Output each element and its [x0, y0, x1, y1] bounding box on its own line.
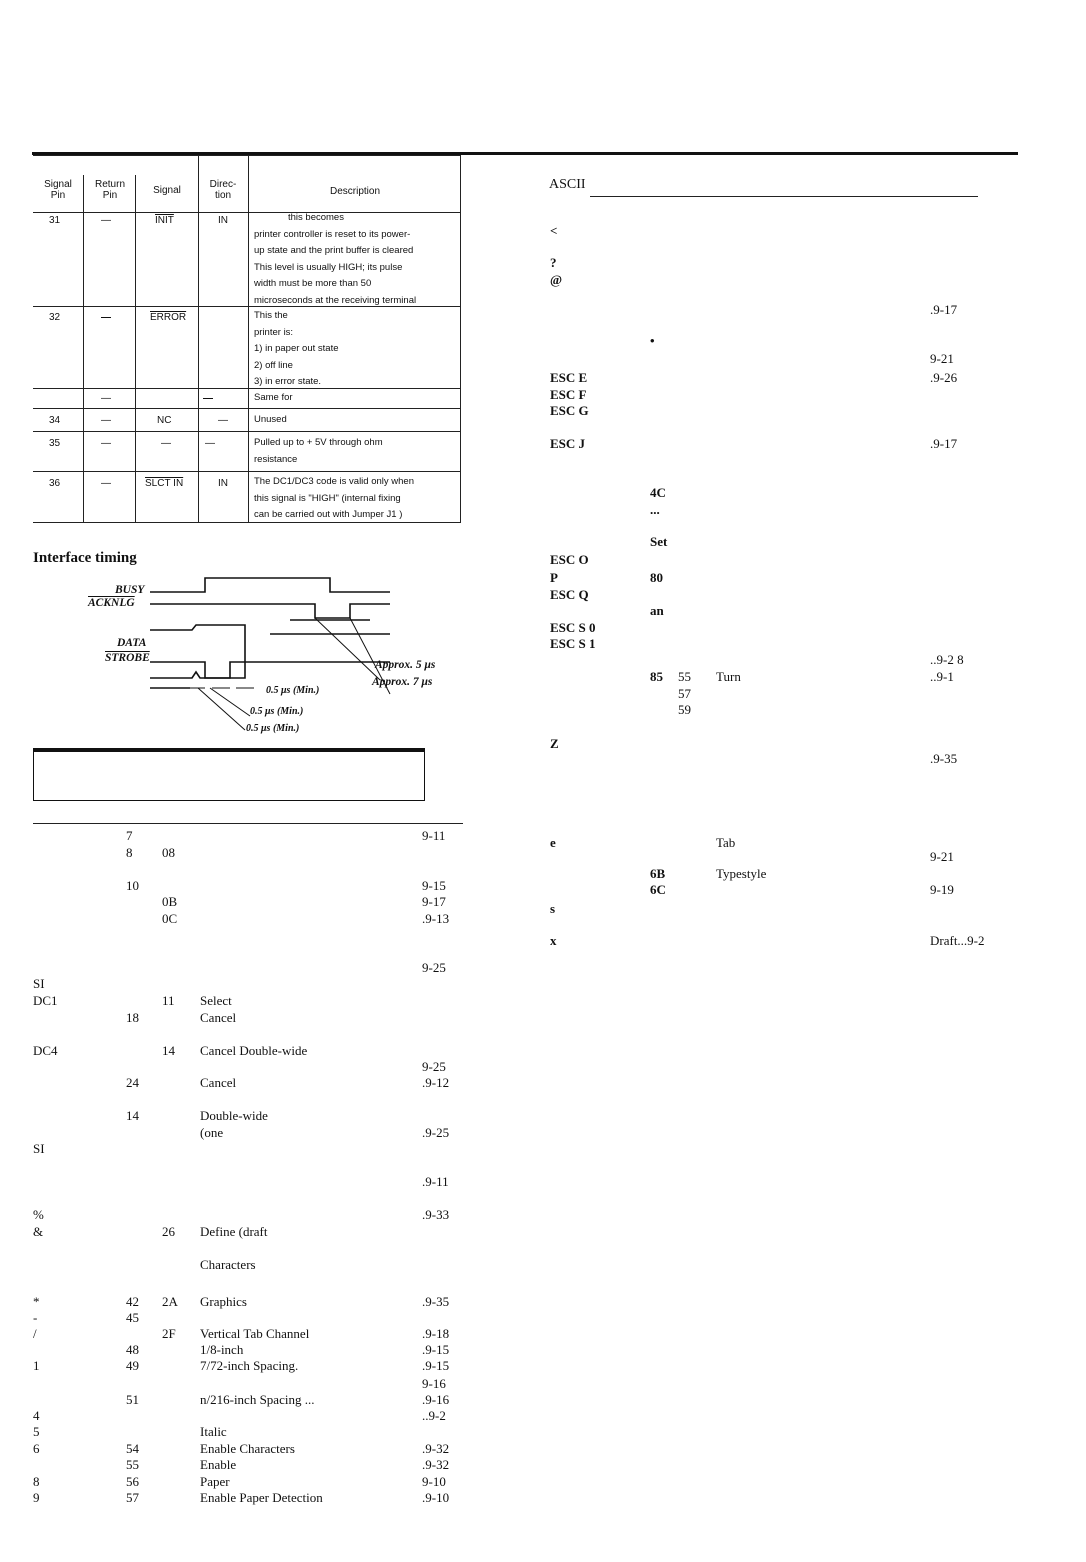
index-c2: 24	[126, 1075, 139, 1090]
index-c2: 55	[126, 1457, 139, 1472]
index-c1: 8	[33, 1474, 40, 1489]
min3-leader	[198, 688, 245, 730]
index-c2: 10	[126, 878, 139, 893]
index-page: .9-11	[422, 1174, 449, 1189]
desc-line: up state and the print buffer is cleared	[254, 245, 414, 256]
index-c2: 56	[126, 1474, 139, 1489]
row-return-pin: —	[101, 478, 111, 489]
index-c4: Cancel Double-wide	[200, 1043, 308, 1058]
row-signal-pin: 34	[49, 415, 61, 426]
row-return-pin: —	[101, 415, 111, 426]
index-page: .9-35	[930, 751, 958, 766]
acknlg-waveform	[150, 604, 390, 618]
interface-timing-title: Interface timing	[33, 550, 137, 566]
index-c1: *	[33, 1294, 40, 1309]
row-signal: ERROR	[150, 312, 187, 323]
index-page: 9-19	[930, 882, 954, 897]
desc-line: this becomes	[288, 212, 344, 223]
left-index-rule	[33, 823, 463, 824]
index-c4: Tab	[716, 835, 736, 850]
index-c1: /	[33, 1326, 37, 1341]
index-page: ..9-1	[930, 669, 954, 684]
desc-line: 3) in error state.	[254, 376, 322, 387]
index-c1: SI	[33, 976, 45, 991]
desc-line: This level is usually HIGH; its pulse	[254, 261, 403, 273]
index-c2: 80	[650, 570, 663, 585]
ascii-rule	[590, 196, 978, 197]
index-c4: n/216-inch Spacing ...	[200, 1392, 315, 1407]
index-c3: 0C	[162, 911, 178, 926]
index-c3: 14	[162, 1043, 175, 1058]
index-c2: 4C	[650, 485, 666, 500]
index-page: .9-26	[930, 370, 958, 385]
index-page: .9-18	[422, 1326, 450, 1341]
index-page: .9-35	[422, 1294, 450, 1309]
index-c1: ESC Q	[550, 587, 589, 602]
row-signal-pin: 35	[49, 438, 61, 449]
index-c1: 4	[33, 1408, 40, 1423]
desc-line: Same for	[254, 392, 293, 403]
index-c2: 18	[126, 1010, 139, 1025]
index-c2: ...	[650, 502, 660, 517]
index-c1: P	[550, 570, 558, 585]
index-c1: 6	[33, 1441, 40, 1456]
index-c1: 9	[33, 1490, 40, 1505]
acknlg-label: ACKNLG	[88, 597, 135, 609]
index-page: 9-11	[422, 828, 446, 843]
busy-label: BUSY	[115, 584, 145, 596]
desc-line: This the	[254, 310, 288, 321]
row-description	[254, 435, 383, 468]
index-page: 9-15	[422, 878, 446, 893]
row-direction: —	[218, 415, 228, 426]
row-direction: —	[205, 438, 215, 449]
table-line	[33, 431, 461, 432]
row-description	[254, 390, 293, 407]
desc-line: printer controller is reset to its power-	[254, 228, 411, 240]
pin-table	[33, 155, 461, 523]
index-c1: %	[33, 1207, 44, 1222]
row-direction: —	[203, 393, 213, 404]
index-c3: 11	[162, 993, 175, 1008]
index-c4: Vertical Tab Channel	[200, 1326, 310, 1341]
table-line	[248, 155, 249, 522]
desc-line: 2) off line	[254, 359, 293, 371]
index-c1: DC4	[33, 1043, 58, 1058]
index-c2: an	[650, 603, 664, 618]
index-c2: 49	[126, 1358, 139, 1373]
row-description	[254, 210, 416, 309]
index-c1: s	[550, 901, 556, 916]
table-line	[33, 155, 461, 156]
index-page: 9-25	[422, 960, 446, 975]
index-c1: x	[550, 933, 557, 948]
index-page: .9-16	[422, 1392, 450, 1407]
desc-line: can be carried out with Jumper J1 )	[254, 509, 403, 520]
index-page: .9-12	[422, 1075, 450, 1090]
index-c2: •	[650, 333, 655, 348]
approx5-label: Approx. 5 μs	[375, 659, 436, 671]
index-c1: ?	[550, 255, 557, 270]
row-description	[254, 412, 287, 429]
index-page: .9-13	[422, 911, 450, 926]
index-c2: Set	[650, 534, 668, 549]
index-c1: ESC J	[550, 436, 586, 451]
index-c1: <	[550, 223, 558, 238]
index-c1: ESC F	[550, 387, 587, 402]
row-signal: INIT	[155, 215, 174, 226]
index-page: 9-21	[930, 849, 954, 864]
index-c2: 48	[126, 1342, 139, 1357]
index-c1: SI	[33, 1141, 45, 1156]
index-c3: 55	[678, 669, 691, 684]
index-page: 9-25	[422, 1059, 446, 1074]
index-page: ..9-2	[422, 1408, 446, 1423]
row-description	[254, 308, 339, 391]
min3-label: 0.5 μs (Min.)	[246, 723, 300, 734]
index-c2: 54	[126, 1441, 139, 1456]
row-direction: IN	[218, 478, 228, 489]
table-line	[135, 175, 136, 522]
index-c4: Italic	[200, 1424, 227, 1439]
header-return-pin: Return Pin	[94, 179, 125, 201]
index-c1: 5	[33, 1424, 40, 1439]
index-c2: 51	[126, 1392, 139, 1407]
header-direction: Direc- tion	[209, 179, 237, 201]
index-c3: 2F	[162, 1326, 176, 1341]
row-signal: SLCT IN	[145, 478, 184, 489]
index-page: 9-21	[930, 351, 954, 366]
row-return-pin: —	[101, 393, 111, 404]
index-page: .9-10	[422, 1490, 450, 1505]
index-c1: ESC E	[550, 370, 588, 385]
index-page: .9-17	[930, 436, 958, 451]
index-c4: 1/8-inch	[200, 1342, 244, 1357]
index-c4: Define (draft	[200, 1224, 268, 1239]
min2-leader	[210, 688, 250, 716]
index-c4: Double-wide	[200, 1108, 268, 1123]
desc-line: printer is:	[254, 326, 294, 338]
row-signal-pin: 31	[49, 215, 61, 226]
index-page: .9-32	[422, 1457, 450, 1472]
busy-waveform	[150, 578, 390, 592]
data-label: DATA	[117, 637, 147, 649]
index-page: 9-17	[422, 894, 446, 909]
desc-line: 1) in paper out state	[254, 343, 339, 354]
index-c1: ESC G	[550, 403, 589, 418]
index-c4: Cancel	[200, 1010, 237, 1025]
header-signal: Signal	[153, 185, 181, 196]
index-c1: &	[33, 1224, 44, 1239]
approx5-leader	[315, 618, 380, 680]
index-page: .9-17	[930, 302, 958, 317]
ascii-heading: ASCII	[549, 177, 586, 192]
row-signal: NC	[157, 415, 172, 426]
index-c1: e	[550, 835, 556, 850]
index-c1: ESC S 1	[550, 636, 596, 651]
index-c2: 8	[126, 845, 133, 860]
index-c4: Graphics	[200, 1294, 247, 1309]
desc-line: microseconds at the receiving terminal	[254, 294, 417, 306]
table-line	[33, 408, 461, 409]
index-c2: 6C	[650, 882, 666, 897]
row-description	[254, 474, 414, 524]
index-c4: 7/72-inch Spacing.	[200, 1358, 299, 1373]
table-line	[33, 388, 461, 389]
index-c4: Enable	[200, 1457, 237, 1472]
header-signal-pin: Signal Pin	[44, 179, 72, 201]
index-c2: 14	[126, 1108, 139, 1123]
index-c4: Typestyle	[716, 866, 767, 881]
index-page: .9-33	[422, 1207, 450, 1222]
index-c2: 45	[126, 1310, 139, 1325]
row-return-pin: —	[101, 215, 111, 226]
index-c1: 1	[33, 1358, 40, 1373]
index-c4: Characters	[200, 1257, 256, 1272]
index-c3: 26	[162, 1224, 175, 1239]
index-c1: -	[33, 1310, 38, 1325]
index-c4: Paper	[200, 1474, 230, 1489]
index-c2: 6B	[650, 866, 666, 881]
index-c4: Select	[200, 993, 232, 1008]
row-signal-pin: 32	[49, 312, 61, 323]
index-c2: 57	[126, 1490, 139, 1505]
index-c1: ESC S 0	[550, 620, 596, 635]
index-c3: 0B	[162, 894, 178, 909]
desc-line: Unused	[254, 414, 287, 425]
index-page: .9-15	[422, 1358, 450, 1373]
index-c1: DC1	[33, 993, 58, 1008]
table-line	[460, 155, 461, 522]
index-c4: Cancel	[200, 1075, 237, 1090]
empty-box	[33, 748, 425, 801]
approx7-label: Approx. 7 μs	[372, 676, 433, 688]
min2-label: 0.5 μs (Min.)	[250, 706, 304, 717]
desc-line: resistance	[254, 453, 298, 465]
index-page: .9-32	[422, 1441, 450, 1456]
index-page: ..9-2 8	[930, 652, 964, 667]
timing-diagram	[150, 570, 460, 740]
min1-label: 0.5 μs (Min.)	[266, 685, 320, 696]
row-return-pin: —	[101, 312, 111, 323]
index-page: Draft...9-2	[930, 933, 985, 948]
index-c1: ESC O	[550, 552, 589, 567]
index-c3: 2A	[162, 1294, 178, 1309]
strobe-waveform	[150, 662, 390, 678]
index-c4: Turn	[716, 669, 741, 684]
index-c2: 42	[126, 1294, 139, 1309]
index-c3: 57	[678, 686, 691, 701]
index-c4: Enable Characters	[200, 1441, 295, 1456]
index-c1: @	[550, 272, 563, 287]
index-page: 9-16	[422, 1376, 446, 1391]
index-c3: 08	[162, 845, 175, 860]
row-return-pin: —	[101, 438, 111, 449]
desc-line: Pulled up to + 5V through ohm	[254, 437, 383, 448]
table-line	[198, 155, 199, 522]
desc-line: The DC1/DC3 code is valid only when	[254, 476, 414, 487]
desc-line: width must be more than 50	[254, 278, 372, 289]
desc-line: this signal is "HIGH" (internal fixing	[254, 492, 401, 504]
index-c2: 85	[650, 669, 663, 684]
index-page: .9-25	[422, 1125, 450, 1140]
index-c3: 59	[678, 702, 691, 717]
index-page: 9-10	[422, 1474, 446, 1489]
index-c4: Enable Paper Detection	[200, 1490, 323, 1505]
row-signal-pin: 36	[49, 478, 61, 489]
row-direction: IN	[218, 215, 228, 226]
strobe-label: STROBE	[105, 652, 150, 664]
table-line	[83, 175, 84, 522]
index-c4: (one	[200, 1125, 224, 1140]
index-page: .9-15	[422, 1342, 450, 1357]
table-line	[33, 471, 461, 472]
header-description: Description	[329, 186, 381, 197]
index-c1: Z	[550, 736, 559, 751]
index-c2: 7	[126, 828, 133, 843]
row-signal: —	[161, 438, 171, 449]
